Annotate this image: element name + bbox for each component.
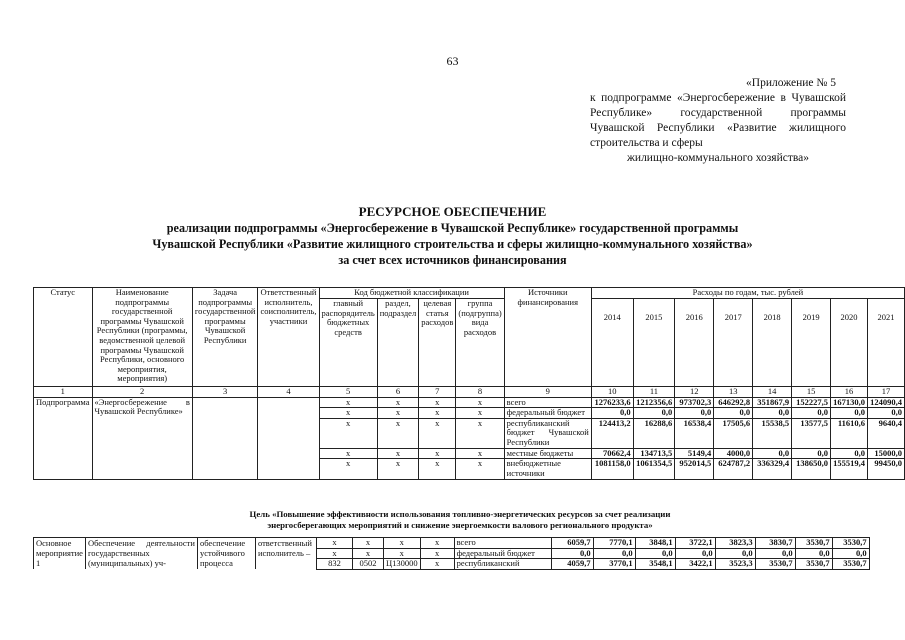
code-cell: x — [456, 418, 504, 448]
column-number: 9 — [504, 387, 591, 398]
code-cell: x — [352, 548, 383, 559]
main-event-table — [33, 537, 870, 570]
code-cell: x — [319, 408, 377, 419]
value-cell: 155519,4 — [831, 459, 868, 479]
code-cell: Ц130000 — [383, 559, 420, 570]
value-cell: 0,0 — [633, 408, 675, 419]
code-cell: x — [319, 397, 377, 408]
header-status: Статус — [34, 288, 93, 387]
code-cell: x — [383, 538, 420, 549]
value-cell: 973702,3 — [675, 397, 714, 408]
header-year: 2019 — [792, 299, 831, 387]
value-cell: 0,0 — [714, 408, 753, 419]
page-number: 63 — [446, 54, 459, 68]
code-cell: x — [456, 448, 504, 459]
document-heading — [0, 204, 905, 268]
column-number: 14 — [753, 387, 792, 398]
value-cell: 0,0 — [551, 548, 593, 559]
code-cell: x — [456, 397, 504, 408]
value-cell: 3422,1 — [675, 559, 715, 570]
value-cell: 4059,7 — [551, 559, 593, 570]
value-cell: 5149,4 — [675, 448, 714, 459]
value-cell: 0,0 — [675, 408, 714, 419]
appendix-note — [590, 76, 846, 166]
source-cell: федеральный бюджет — [504, 408, 591, 419]
value-cell: 0,0 — [755, 548, 795, 559]
header-year: 2015 — [633, 299, 675, 387]
value-cell: 3548,1 — [635, 559, 675, 570]
value-cell: 3830,7 — [755, 538, 795, 549]
value-cell: 0,0 — [832, 548, 869, 559]
source-cell: республиканский бюджет Чувашской Республики — [504, 418, 591, 448]
header-expenses: Расходы по годам, тыс. рублей — [591, 288, 904, 299]
main-event-name: Обеспечение деятельности государственных (муниципальных) уч- — [85, 538, 197, 570]
value-cell: 138650,0 — [792, 459, 831, 479]
source-cell: всего — [504, 397, 591, 408]
value-cell: 1212356,6 — [633, 397, 675, 408]
value-cell: 3530,7 — [795, 538, 832, 549]
code-cell: x — [419, 418, 456, 448]
value-cell: 134713,5 — [633, 448, 675, 459]
value-cell: 1081158,0 — [591, 459, 633, 479]
header-year: 2020 — [831, 299, 868, 387]
value-cell: 0,0 — [795, 548, 832, 559]
value-cell: 4000,0 — [714, 448, 753, 459]
code-cell: x — [419, 397, 456, 408]
source-cell: всего — [454, 538, 551, 549]
column-number: 6 — [377, 387, 418, 398]
value-cell: 70662,4 — [591, 448, 633, 459]
goal-line-2: энергосберегающих мероприятий и снижение энергоемкости валового регионального продукта» — [267, 519, 653, 530]
value-cell: 952014,5 — [675, 459, 714, 479]
heading-line-1: реализации подпрограммы «Энергосбережение в Чувашской Республике» государственной программы — [166, 221, 739, 235]
column-number: 5 — [319, 387, 377, 398]
value-cell: 3530,7 — [832, 538, 869, 549]
code-cell: x — [377, 459, 418, 479]
value-cell: 624787,2 — [714, 459, 753, 479]
appendix-title: «Приложение № 5 — [746, 77, 836, 89]
column-number: 2 — [92, 387, 192, 398]
value-cell: 1276233,6 — [591, 397, 633, 408]
code-cell: x — [419, 408, 456, 419]
value-cell: 0,0 — [792, 408, 831, 419]
appendix-body: к подпрограмме «Энергосбережение в Чувашской Республике» государственной программы Чувашской Республики «Развитие жилищного строительства и сферы — [590, 92, 846, 149]
code-cell: 832 — [316, 559, 352, 570]
column-number: 12 — [675, 387, 714, 398]
column-number: 1 — [34, 387, 93, 398]
column-number: 11 — [633, 387, 675, 398]
column-number: 3 — [192, 387, 258, 398]
value-cell: 351867,9 — [753, 397, 792, 408]
code-cell: x — [377, 448, 418, 459]
value-cell: 3722,1 — [675, 538, 715, 549]
header-year: 2014 — [591, 299, 633, 387]
subprogram-status: Подпрограмма — [34, 397, 93, 479]
code-cell: x — [316, 538, 352, 549]
header-task: Задача подпрограммы государственной программы Чувашской Республики — [192, 288, 258, 387]
code-cell: x — [420, 548, 454, 559]
value-cell: 0,0 — [867, 408, 904, 419]
code-cell: x — [420, 559, 454, 570]
code-cell: x — [456, 459, 504, 479]
code-cell: x — [352, 538, 383, 549]
code-cell: x — [319, 418, 377, 448]
goal-statement — [150, 509, 770, 530]
column-number: 8 — [456, 387, 504, 398]
value-cell: 1061354,5 — [633, 459, 675, 479]
code-cell: x — [383, 548, 420, 559]
value-cell: 16288,6 — [633, 418, 675, 448]
table-row — [34, 397, 905, 408]
value-cell: 0,0 — [593, 548, 635, 559]
header-name: Наименование подпрограммы государственной программы Чувашской Республики (программы, ведомственной целевой программы Чувашской Республики, основного мероприятия, мероприятия) — [92, 288, 192, 387]
value-cell: 0,0 — [753, 408, 792, 419]
main-event-task: обеспечение устойчивого процесса — [197, 538, 255, 570]
value-cell: 99450,0 — [867, 459, 904, 479]
header-year: 2021 — [867, 299, 904, 387]
column-number: 10 — [591, 387, 633, 398]
value-cell: 7770,1 — [593, 538, 635, 549]
header-code-col: раздел, подраздел — [377, 299, 418, 387]
code-cell: x — [456, 408, 504, 419]
value-cell: 0,0 — [831, 408, 868, 419]
value-cell: 3823,3 — [715, 538, 755, 549]
main-event-status: Основное мероприятие 1 — [34, 538, 86, 570]
value-cell: 0,0 — [591, 408, 633, 419]
value-cell: 3770,1 — [593, 559, 635, 570]
value-cell: 15000,0 — [867, 448, 904, 459]
heading-line-3: за счет всех источников финансирования — [338, 253, 567, 267]
column-number: 7 — [419, 387, 456, 398]
heading-main: РЕСУРСНОЕ ОБЕСПЕЧЕНИЕ — [358, 204, 547, 219]
column-number: 17 — [867, 387, 904, 398]
code-cell: x — [420, 538, 454, 549]
main-event-responsible: ответственный исполнитель – — [255, 538, 316, 570]
header-responsible: Ответственный исполнитель, соисполнитель, участники — [258, 288, 319, 387]
value-cell: 17505,6 — [714, 418, 753, 448]
value-cell: 336329,4 — [753, 459, 792, 479]
code-cell: x — [319, 448, 377, 459]
source-cell: федеральный бюджет — [454, 548, 551, 559]
code-cell: x — [377, 397, 418, 408]
header-year: 2018 — [753, 299, 792, 387]
value-cell: 0,0 — [635, 548, 675, 559]
code-cell: x — [316, 548, 352, 559]
value-cell: 3530,7 — [832, 559, 869, 570]
code-cell: x — [319, 459, 377, 479]
value-cell: 0,0 — [831, 448, 868, 459]
column-number: 16 — [831, 387, 868, 398]
subprogram-responsible — [258, 397, 319, 479]
header-code-col: группа (подгруппа) вида расходов — [456, 299, 504, 387]
value-cell: 0,0 — [715, 548, 755, 559]
column-number: 4 — [258, 387, 319, 398]
code-cell: 0502 — [352, 559, 383, 570]
code-cell: x — [419, 448, 456, 459]
value-cell: 124413,2 — [591, 418, 633, 448]
value-cell: 646292,8 — [714, 397, 753, 408]
value-cell: 16538,4 — [675, 418, 714, 448]
header-code-col: главный распорядитель бюджетных средств — [319, 299, 377, 387]
value-cell: 13577,5 — [792, 418, 831, 448]
value-cell: 0,0 — [753, 448, 792, 459]
code-cell: x — [419, 459, 456, 479]
value-cell: 11610,6 — [831, 418, 868, 448]
source-cell: республиканский — [454, 559, 551, 570]
header-code: Код бюджетной классификации — [319, 288, 504, 299]
source-cell: местные бюджеты — [504, 448, 591, 459]
appendix-last-line: жилищно-коммунального хозяйства» — [626, 152, 810, 164]
value-cell: 9640,4 — [867, 418, 904, 448]
value-cell: 15538,5 — [753, 418, 792, 448]
source-cell: внебюджетные источники — [504, 459, 591, 479]
resource-table — [33, 287, 905, 480]
table-row — [34, 538, 870, 549]
value-cell: 3530,7 — [755, 559, 795, 570]
value-cell: 167130,0 — [831, 397, 868, 408]
value-cell: 0,0 — [675, 548, 715, 559]
value-cell: 3848,1 — [635, 538, 675, 549]
value-cell: 124090,4 — [867, 397, 904, 408]
value-cell: 0,0 — [792, 448, 831, 459]
code-cell: x — [377, 408, 418, 419]
value-cell: 6059,7 — [551, 538, 593, 549]
header-sources: Источники финансирования — [504, 288, 591, 387]
subprogram-task — [192, 397, 258, 479]
heading-line-2: Чувашской Республики «Развитие жилищного строительства и сферы жилищно-коммунального хозяйства» — [152, 237, 753, 251]
value-cell: 3523,3 — [715, 559, 755, 570]
header-code-col: целевая статья расходов — [419, 299, 456, 387]
header-year: 2016 — [675, 299, 714, 387]
goal-line-1: Цель «Повышение эффективности использования топливно-энергетических ресурсов за счет реализации — [249, 509, 671, 519]
value-cell: 3530,7 — [795, 559, 832, 570]
value-cell: 152227,5 — [792, 397, 831, 408]
column-number: 15 — [792, 387, 831, 398]
header-year: 2017 — [714, 299, 753, 387]
code-cell: x — [377, 418, 418, 448]
column-number: 13 — [714, 387, 753, 398]
subprogram-name: «Энергосбережение в Чувашской Республике» — [92, 397, 192, 479]
